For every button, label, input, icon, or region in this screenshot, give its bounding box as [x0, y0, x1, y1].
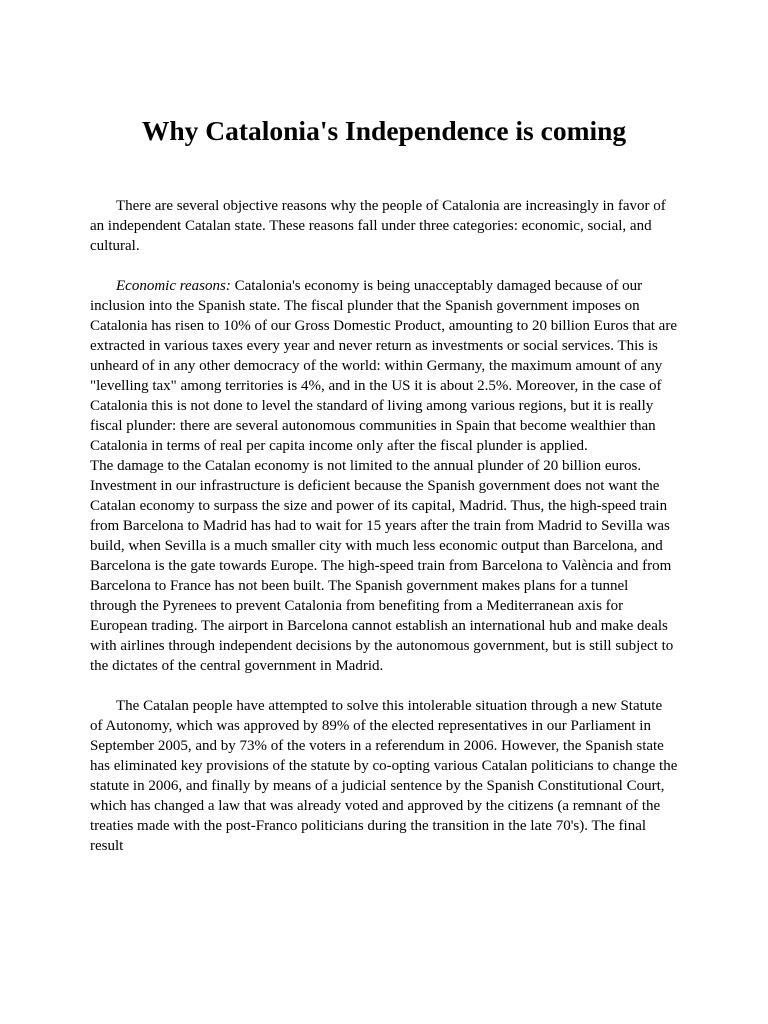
economic-reasons-paragraph	[90, 276, 678, 456]
document-title: Why Catalonia's Independence is coming	[141, 115, 627, 146]
economic-reasons-text: Catalonia's economy is being unacceptably damaged because of our inclusion into the Spanish state. The fiscal plunder that the Spanish government imposes on Catalonia has risen to 10% of our Gross Domestic Product, amounting to 20 billion Euros that are extracted in various taxes every year and never return as investments or social services. This is unheard of in any other democracy of the world: within Germany, the maximum amount of any "levelling tax" among territories is 4%, and in the US it is about 2.5%. Moreover, in the case of Catalonia this is not done to level the standard of living among various regions, but it is really fiscal plunder: there are several autonomous communities in Spain that become wealthier than Catalonia in terms of real per capita income only after the fiscal plunder is applied.	[90, 278, 677, 454]
document-body	[90, 196, 678, 856]
economic-reasons-lead-in: Economic reasons:	[116, 278, 231, 294]
intro-paragraph: There are several objective reasons why the people of Catalonia are increasingly in favor of an independent Catalan state. These reasons fall under three categories: economic, social, and cultural.	[90, 198, 666, 254]
statute-paragraph: The Catalan people have attempted to solve this intolerable situation through a new Statute of Autonomy, which was approved by 89% of the elected representatives in our Parliament in September 2005, and by 73% of the voters in a referendum in 2006. However, the Spanish state has eliminated key provisions of the statute by co-opting various Catalan politicians to change the statute in 2006, and finally by means of a judicial sentence by the Spanish Constitutional Court, which has changed a law that was already voted and approved by the citizens (a remnant of the treaties made with the post-Franco politicians during the transition in the late 70's). The final result	[90, 698, 678, 854]
economic-damage-paragraph: The damage to the Catalan economy is not limited to the annual plunder of 20 billion euros. Investment in our infrastructure is deficient because the Spanish government does not want the Catalan economy to surpass the size and power of its capital, Madrid. Thus, the high-speed train from Barcelona to Madrid has had to wait for 15 years after the train from Madrid to Sevilla was build, when Sevilla is a much smaller city with much less economic output than Barcelona, and Barcelona is the gate towards Europe. The high-speed train from Barcelona to València and from Barcelona to France has not been built. The Spanish government makes plans for a tunnel through the Pyrenees to prevent Catalonia from benefiting from a Mediterranean axis for European trading. The airport in Barcelona cannot establish an international hub and make deals with airlines through independent decisions by the autonomous government, but is still subject to the dictates of the central government in Madrid.	[90, 458, 674, 674]
